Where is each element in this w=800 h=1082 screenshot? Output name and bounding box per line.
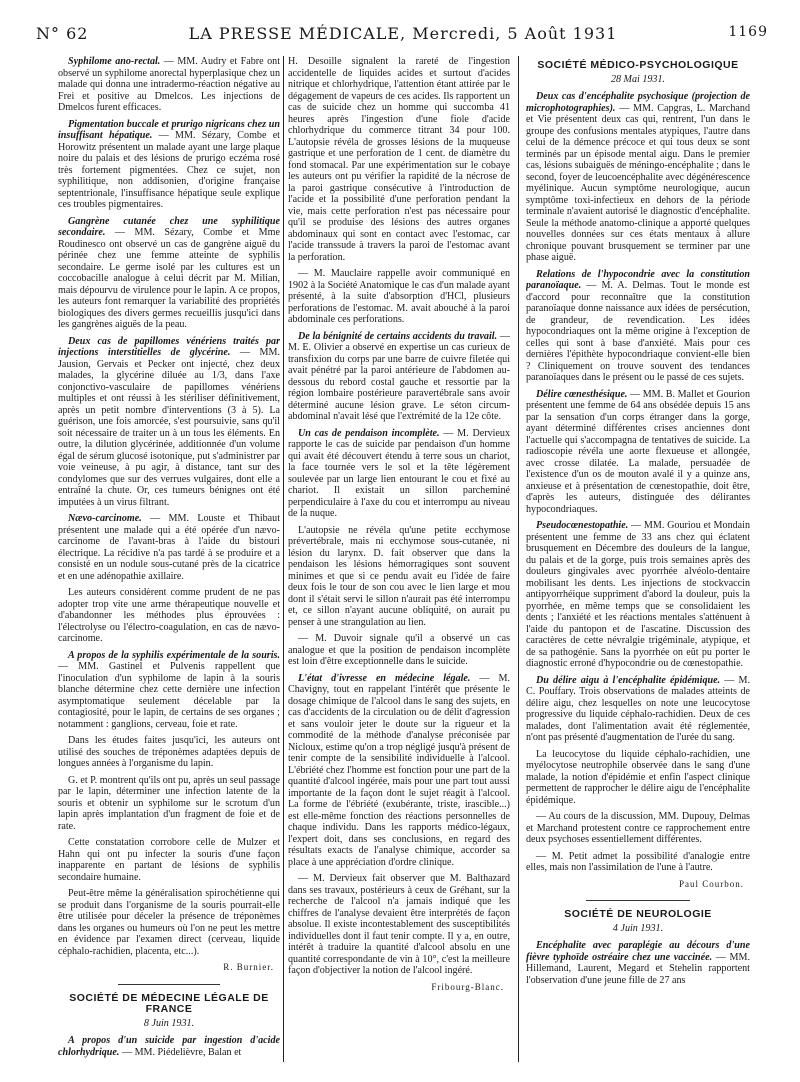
paragraph: — M. Dervieux fait observer que M. Balthazard dans ses travaux, postérieurs à ceux de Gréhant, sur la recherche de l'alcool n'a jamais indiqué que les chiffres de l'analyse devaient être interprétés de façon absolue. Il existe incontestablement des susceptibilités individuelles dont il faut tenir compte. Il y a, en outre, intérêt à traduire la quantité d'alcool absolu en une quantité correspondante de vin à 10°, c'est la meilleure façon d'objectiver la notion de l'alcool ingéré. xyxy=(288,873,510,976)
paragraph: L'état d'ivresse en médecine légale. — M. Chavigny, tout en rappelant l'intérêt que présente le dosage chimique de l'alcool dans le sang des sujets, en cas d'accidents de la circulation ou de délit d'agression et sans vouloir jeter le doute sur la rigueur et la commodité de la méthode d'analyse préconisée par Nicloux, estime qu'on a trop négligé jusqu'à présent de tenir compte de la sensibilité individuelle à l'alcool. L'ébriété chez l'homme est fonction pour une part de la quantité d'alcool ingérée, mais pour une part tout aussi importante de la façon dont le sujet réagit à l'alcool. La forme de l'ébriété (exubérante, triste, irascible...) est elle-même fonction des réactions personnelles de chaque individu. Dans les rapports médico-légaux, l'expert doit, dans ses conclusions, en regard des résultats exacts de l'analyse chimique, accorder sa place à une appréciation d'ordre clinique. xyxy=(288,672,510,868)
paragraph: Syphilome ano-rectal. — MM. Audry et Fabre ont observé un syphilome anorectal hyperplasique chez un malade qui donna une intradermo-réaction négative au Frei et positive au Dmelcos. Les injections de Dmelcos furent efficaces. xyxy=(58,56,280,113)
column-divider xyxy=(518,56,519,1062)
column-2 xyxy=(288,56,510,1064)
paragraph: Du délire aigu à l'encéphalite épidémique. — M. C. Pouffary. Trois observations de malades atteints de délire aigu, chez lesquelles on note une leucocytose progressive du liquide céphalo-rachidien. Deux de ces malades, dont l'alimentation avait été réglementée, n'ont pas présenté d'augmentation de l'urée du sang. xyxy=(526,674,750,743)
session-date: 28 Mai 1931. xyxy=(610,73,666,85)
paragraph: Deux cas d'encéphalite psychosique (projection de microphotographies). — MM. Capgras, L. Marchand et Vie présentent deux cas qui, rentrent, l'un dans le groupe des confusions mentales atypiques, l'autre dans celui de la démence précoce et qui tous deux se sont terminés par un épisode mental aigu. Dans le premier cas, lésions subaiguës de méningo-encéphalite ; dans le second, foyer de leucoencéphalite avec dégénérescence myélinique. Aucun symptôme neurologique, aucun symptôme toxi-infectieux en dehors de la période terminale n'avaient autorisé le diagnostic d'encéphalite. Seule la méthode anatomo-clinique a apporté quelques nouvelles données sur ces états mentaux à allure chronique pouvant brusquement se terminer par une phase aiguë. xyxy=(526,91,750,263)
issue-number: N° 62 xyxy=(36,24,89,43)
paragraph: — M. Petit admet la possibilité d'analogie entre elles, mais non l'assimilation de l'une à l'autre. xyxy=(526,850,750,873)
column-divider xyxy=(283,56,284,1062)
page-header xyxy=(34,10,772,50)
column-3 xyxy=(526,56,750,1064)
paragraph: Délire cœnesthésique. — MM. B. Mallet et Gourion présentent une femme de 64 ans obsédée depuis 15 ans par la sensation d'un corps étranger dans la gorge, ayant déterminé différentes crises anciennes dont l'actuelle qui s'accompagna de tentatives de suicide. La radioscopie révéla une aorte flexueuse et allongée, avec crosse dilatée. La malade, persuadée de l'existence d'un os de mouton avalé il y a quinze ans, anxieuse et à présentation de cœnestopathie, doit être, d'après les auteurs, distinguée des délirantes hypocondriaques. xyxy=(526,388,750,515)
paragraph: Dans les études faites jusqu'ici, les auteurs ont utilisé des souches de tréponèmes adaptées depuis de longues années à l'organisme du lapin. xyxy=(58,735,280,769)
author-signature: R. Burnier. xyxy=(223,962,274,972)
column-1 xyxy=(58,56,280,1064)
paragraph: Deux cas de papillomes vénériens traités par injections interstitielles de glycérine. — MM. Jausion, Gervais et Pecker ont injecté, chez deux malades, la glycérine diluée au 1/3, dans l'axe conjonctivo-vasculaire de papillomes vénériens multiples et ont réussi à les stériliser définitivement, après un petit nombre d'interventions (3 à 5). La guérison, une fois amorcée, s'est poursuivie, sans qu'il soit nécessaire de traiter un à un tous les éléments. En outre, la dilution glycérinée, additionnée d'un volume égal de sérum glucosé isotonique, put s'administrer par voie veineuse, à pu agir, à distance, tant sur des condylomes que sur des verrues vulgaires, dont elle a entraîné la chute. Or, ces tumeurs bénignes ont été imputées à un virus filtrant. xyxy=(58,335,280,508)
paragraph: Les auteurs considèrent comme prudent de ne pas adopter trop vite une arme thérapeutique nouvelle et d'abandonner les méthodes plus éprouvées : l'électrolyse ou l'électro-coagulation, en cas de nævo-carcinome. xyxy=(58,587,280,644)
section-heading: SOCIÉTÉ DE MÉDECINE LÉGALE DE FRANCE xyxy=(69,991,269,1015)
author-signature: Paul Courbon. xyxy=(678,878,744,889)
paragraph: Peut-être même la généralisation spirochétienne qui se produit dans l'organisme de la souris pourrait-elle être utilisée pour déceler la présence de tréponèmes dans les organes ou humeurs où l'on ne peut les mettre en évidence par l'examen direct (cerveau, liquide céphalo-rachidien, placenta, etc...). xyxy=(58,888,280,957)
section-heading: SOCIÉTÉ DE NEUROLOGIE xyxy=(564,908,712,920)
paragraph: A propos d'un suicide par ingestion d'acide chlorhydrique. — MM. Piédelièvre, Balan et xyxy=(58,1035,280,1058)
separator xyxy=(118,984,220,985)
paragraph: Pseudocœnestopathie. — MM. Gouriou et Mondain présentent une femme de 33 ans chez qui éclatent brusquement en Décembre des douleurs de la langue, du palais et de la gorge, puis trois semaines après des douleurs gingivales avec pyorrhée alvéolo-dentaire mobilisant les dents. Les injections de stockvaccin antipyorrhéique suppriment d'abord la douleur, puis la pyorrhée, en même temps que se consolidaient les dents ; l'anxiété et les réactions mentales s'atténuent à l'aide du pantopon et de l'ascatine. Discussion des caractères de cette névralgie trigéminale, atypique, et de sa pathogénie. Sans la pyorrhée on eût pu porter le diagnostic erroné d'hypocondrie ou de cœnestopathie. xyxy=(526,520,750,669)
page-number: 1169 xyxy=(728,24,768,40)
paragraph: — M. Duvoir signale qu'il a observé un cas analogue et que la position de pendaison incomplète est loin d'être exceptionnelle dans le suicide. xyxy=(288,633,510,667)
session-date: 4 Juin 1931. xyxy=(612,922,664,934)
session-date: 8 Juin 1931. xyxy=(143,1017,195,1029)
paragraph: De la bénignité de certains accidents du travail. — M. E. Olivier a observé en expertise un cas curieux de transfixion du corps par une barre de cuivre filetée qui avait pénétré par la paroi antérieure de l'abdomen au-dessous du rebord costal gauche et ressortie par la région lombaire postérieure paravertébrale sans avoir déterminé aucune lésion grave. Le séton circum-abdominal n'avait lésé que l'extrémité de la 12e côte. xyxy=(288,330,510,422)
separator xyxy=(586,900,690,901)
paragraph: L'autopsie ne révéla qu'une petite ecchymose prévertébrale, mais ni ecchymose sous-cutanée, ni lésion du larynx. D. fait observer que dans la pendaison les lésions hémorragiques sont souvent minimes et que si ce pendu avait eu l'idée de faire deux fois le tour de son cou avec le lien large et mou dont il s'était servi le sillon n'aurait pas été interrompu et, ce sillon n'ayant aucune obliquité, on aurait pu penser à une strangulation au lien. xyxy=(288,524,510,628)
paragraph: G. et P. montrent qu'ils ont pu, après un seul passage par le lapin, déterminer une infection latente de la souris et obtenir un syphilome sur le scrotum d'un lapin après implantation d'un fragment de foie et de rate. xyxy=(58,774,280,832)
paragraph: Un cas de pendaison incomplète. — M. Dervieux rapporte le cas de suicide par pendaison d'un homme qui avait été découvert étendu à terre sous un chariot, la face tournée vers le sol et la tête légèrement soulevée par un large lien entourant le cou et fixé au chariot. Il existait un sillon parcheminé perpendiculaire à l'axe du cou et interrompu au niveau de la nuque. xyxy=(288,427,510,519)
paragraph: — M. Mauclaire rappelle avoir communiqué en 1902 à la Société Anatomique le cas d'un malade ayant présenté, à la suite d'absorption d'HCl, plusieurs perforations de l'estomac. M. avait abouché à la paroi abdominale ces perforations. xyxy=(288,268,510,325)
section-heading: SOCIÉTÉ MÉDICO-PSYCHOLOGIQUE xyxy=(537,59,739,71)
author-signature: Fribourg-Blanc. xyxy=(431,981,504,992)
paragraph: H. Desoille signalent la rareté de l'ingestion accidentelle de liquides acides et surtout d'acides nitrique et chlorhydrique, l'attention étant attirée par le dégagement de vapeurs de ces acides. Ils rapportent un cas de suicide chez un homme qui succomba 41 heures après l'ingestion d'une fiole d'acide chlorhydrique du commerce titrant 34 pour 100. L'autopsie révéla de grosses lésions de la muqueuse gastrique et une perforation de 1 cent. de diamètre du fond stomacal. Par une expérimentation sur le cobaye les auteurs ont pu vérifier la rapidité de la nécrose de la paroi gastrique consécutive à l'introduction de l'acide et la possibilité d'une perforation pendant la vie, mais cette perforation n'est pas nécessaire pour qu'il se produise des lésions des autres organes abdominaux qui sont en contact avec l'estomac, car l'acide transsude à travers la paroi de l'estomac avant la perforation. xyxy=(288,56,510,263)
journal-title: LA PRESSE MÉDICALE, Mercredi, 5 Août 1931 xyxy=(188,24,618,43)
paragraph: Cette constatation corrobore celle de Mulzer et Hahn qui ont pu infecter la souris d'une façon inapparente en partant de lésions de syphilis secondaire humaine. xyxy=(58,837,280,883)
paragraph: La leucocytose du liquide céphalo-rachidien, une myélocytose neutrophile observée dans le sang d'une malade, la notion d'épidémie et enfin l'aspect clinique permettent de rapprocher le délire aigu de l'encéphalite épidémique. xyxy=(526,748,750,806)
paragraph: A propos de la syphilis expérimentale de la souris. — MM. Gastinel et Pulvenis rappellent que l'inoculation d'un syphilome de lapin à la souris blanche détermine chez cette dernière une infection asymptomatique seulement décelable par la contagiosité, pour le lapin, de certains de ses organes ; notamment : ganglions, cerveau, foie et rate. xyxy=(58,649,280,730)
paragraph: Encéphalite avec paraplégie au décours d'une fièvre typhoïde ostréaire chez une vaccinée. — MM. Hillemand, Laurent, Megard et Stehelin rapportent l'observation d'une jeune fille de 27 ans xyxy=(526,940,750,986)
paragraph: Pigmentation buccale et prurigo nigricans chez un insuffisant hépatique. — MM. Sézary, Combe et Horowitz présentent un malade ayant une large plaque noire du palais et des lésions de prurigo eczéma rosé très fortement pigmentées. Chez ce sujet, non syphilitique, non addisonien, d'origine française septentrionale, l'insuffisance hépatique seule explique ces troubles pigmentaires. xyxy=(58,118,280,210)
paragraph: Gangrène cutanée chez une syphilitique secondaire. — MM. Sézary, Combe et Mme Roudinesco ont observé un cas de gangrène aiguë du périnée chez une femme atteinte de syphilis secondaire. Le germe isolé par les cultures est un coccobacille analogue à celui décrit par M. Milian, mais dépourvu de virulence pour le lapin. A ce propos, les auteurs font remarquer la variabilité des propriétés biologiques des divers germes recueillis jusqu'ici dans les gangrènes aiguës de la peau. xyxy=(58,215,280,330)
paragraph: — Au cours de la discussion, MM. Dupouy, Delmas et Marchand protestent contre ce rapprochement entre deux psychoses essentiellement différentes. xyxy=(526,811,750,845)
paragraph: Relations de l'hypocondrie avec la constitution paranoïaque. — M. A. Delmas. Tout le monde est d'accord pour reconnaître que la constitution paranoïaque donne naissance aux idées de persécution, de grandeur, de revendication. Les idées hypocondriaques ont la même origine à l'exception de celles qui sont à base d'anxiété. Mais pour ces dernières l'épithète hypocondriaque convient-elle bien ? Cliniquement on trouve souvent des tendances paranoïaques dans le présent ou le passé de ces sujets. xyxy=(526,268,750,383)
paragraph: Nævo-carcinome. — MM. Louste et Thibaut présentent une malade qui a été opérée d'un nævo-carcinome de l'avant-bras à l'aide du bistouri électrique. La récidive n'a pas tardé à se produire et a consisté en un nodule sous-cutané près de la cicatrice et en une adénopathie axillaire. xyxy=(58,513,280,582)
